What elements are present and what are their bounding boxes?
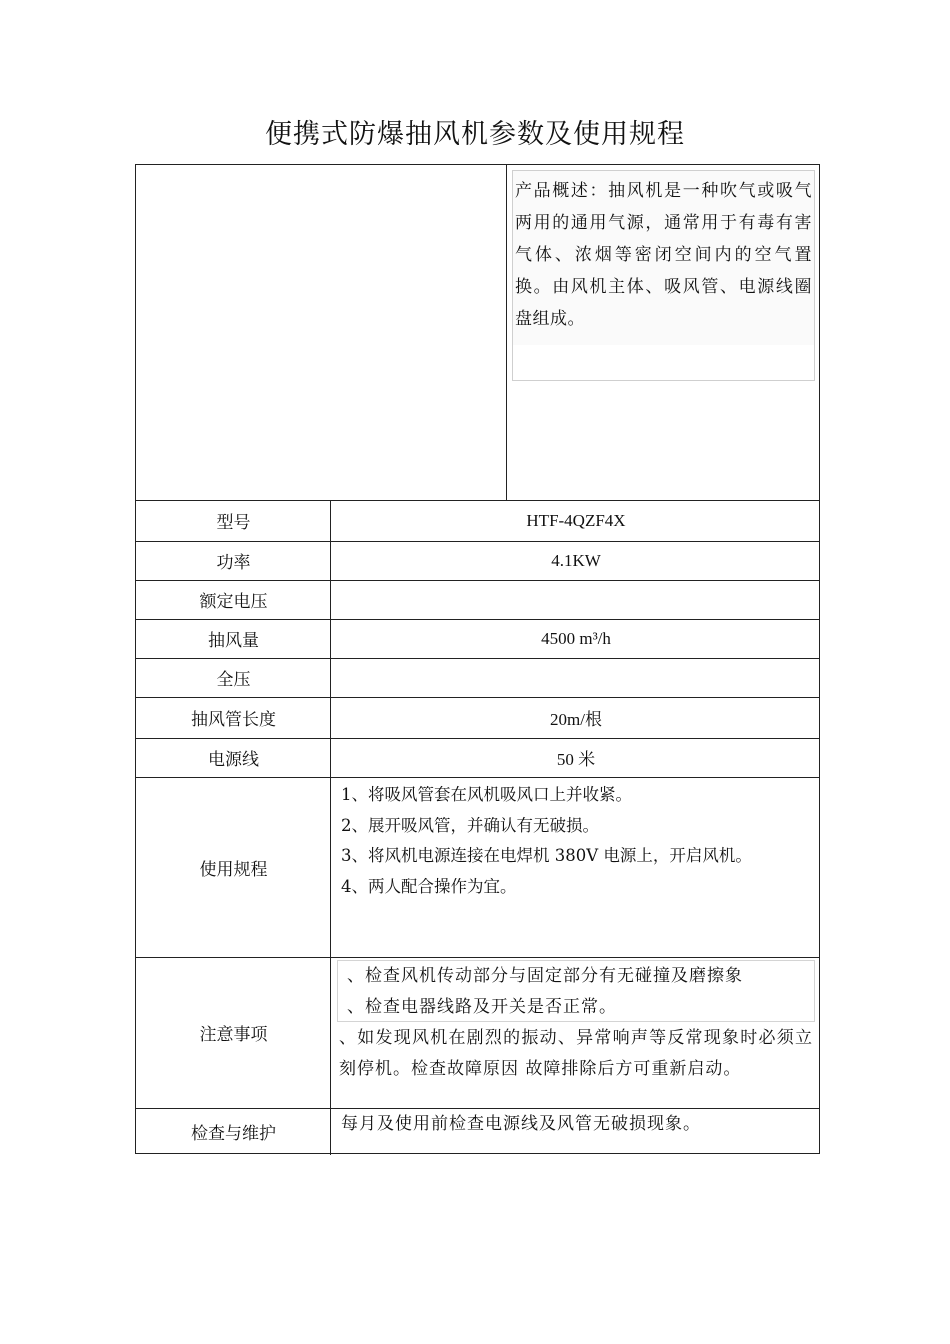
usage-steps bbox=[341, 780, 816, 902]
usage-step: 2、展开吸风管，并确认有无破损。 bbox=[341, 815, 599, 835]
spec-value-pressure bbox=[331, 658, 821, 697]
usage-step: 4、两人配合操作为宜。 bbox=[341, 876, 517, 896]
spec-label-model: 型号 bbox=[216, 513, 251, 533]
spec-label-power: 功率 bbox=[216, 553, 251, 573]
maintenance-text: 每月及使用前检查电源线及风管无破损现象。 bbox=[341, 1114, 701, 1134]
overview-box bbox=[512, 170, 815, 381]
usage-label: 使用规程 bbox=[199, 859, 268, 880]
spec-value-voltage bbox=[331, 580, 821, 619]
spec-value-power: 4.1KW bbox=[551, 550, 601, 570]
spec-value-airflow: 4500 m³/h bbox=[541, 628, 611, 648]
product-overview: 产品概述：抽风机是一种吹气或吸气两用的通用气源，通常用于有毒有害气体、浓烟等密闭空间内的空气置换。由风机主体、吸风管、电源线圈盘组成。 bbox=[513, 171, 814, 345]
spec-label-power-cord: 电源线 bbox=[208, 750, 259, 770]
usage-step: 1、将吸风管套在风机吸风口上并收紧。 bbox=[341, 785, 632, 804]
notes-box bbox=[337, 960, 815, 1022]
spec-value-power-cord: 50 米 bbox=[556, 750, 596, 769]
spec-table bbox=[135, 164, 820, 1154]
note-item: 、检查风机传动部分与固定部分有无碰撞及磨擦象 bbox=[347, 966, 743, 986]
spec-label-pressure: 全压 bbox=[216, 670, 251, 690]
maintenance-label: 检查与维护 bbox=[191, 1123, 276, 1144]
spec-value-model: HTF-4QZF4X bbox=[526, 510, 626, 530]
page-title: 便携式防爆抽风机参数及使用规程 bbox=[265, 119, 685, 150]
divider bbox=[506, 165, 507, 500]
usage-step: 3、将风机电源连接在电焊机 380V 电源上，开启风机。 bbox=[341, 846, 752, 865]
spec-label-voltage: 额定电压 bbox=[199, 592, 268, 612]
note-item: 、检查电器线路及开关是否正常。 bbox=[347, 997, 617, 1017]
spec-label-duct-length: 抽风管长度 bbox=[191, 710, 276, 730]
product-photo-area bbox=[136, 165, 506, 500]
spec-value-duct-length: 20m/根 bbox=[550, 710, 602, 729]
note-item: 、如发现风机在剧烈的振动、异常响声等反常现象时必须立刻停机。检查故障原因 故障排除后方可重新启动。 bbox=[339, 1028, 813, 1079]
notes-label: 注意事项 bbox=[199, 1025, 268, 1045]
spec-label-airflow: 抽风量 bbox=[208, 631, 259, 651]
